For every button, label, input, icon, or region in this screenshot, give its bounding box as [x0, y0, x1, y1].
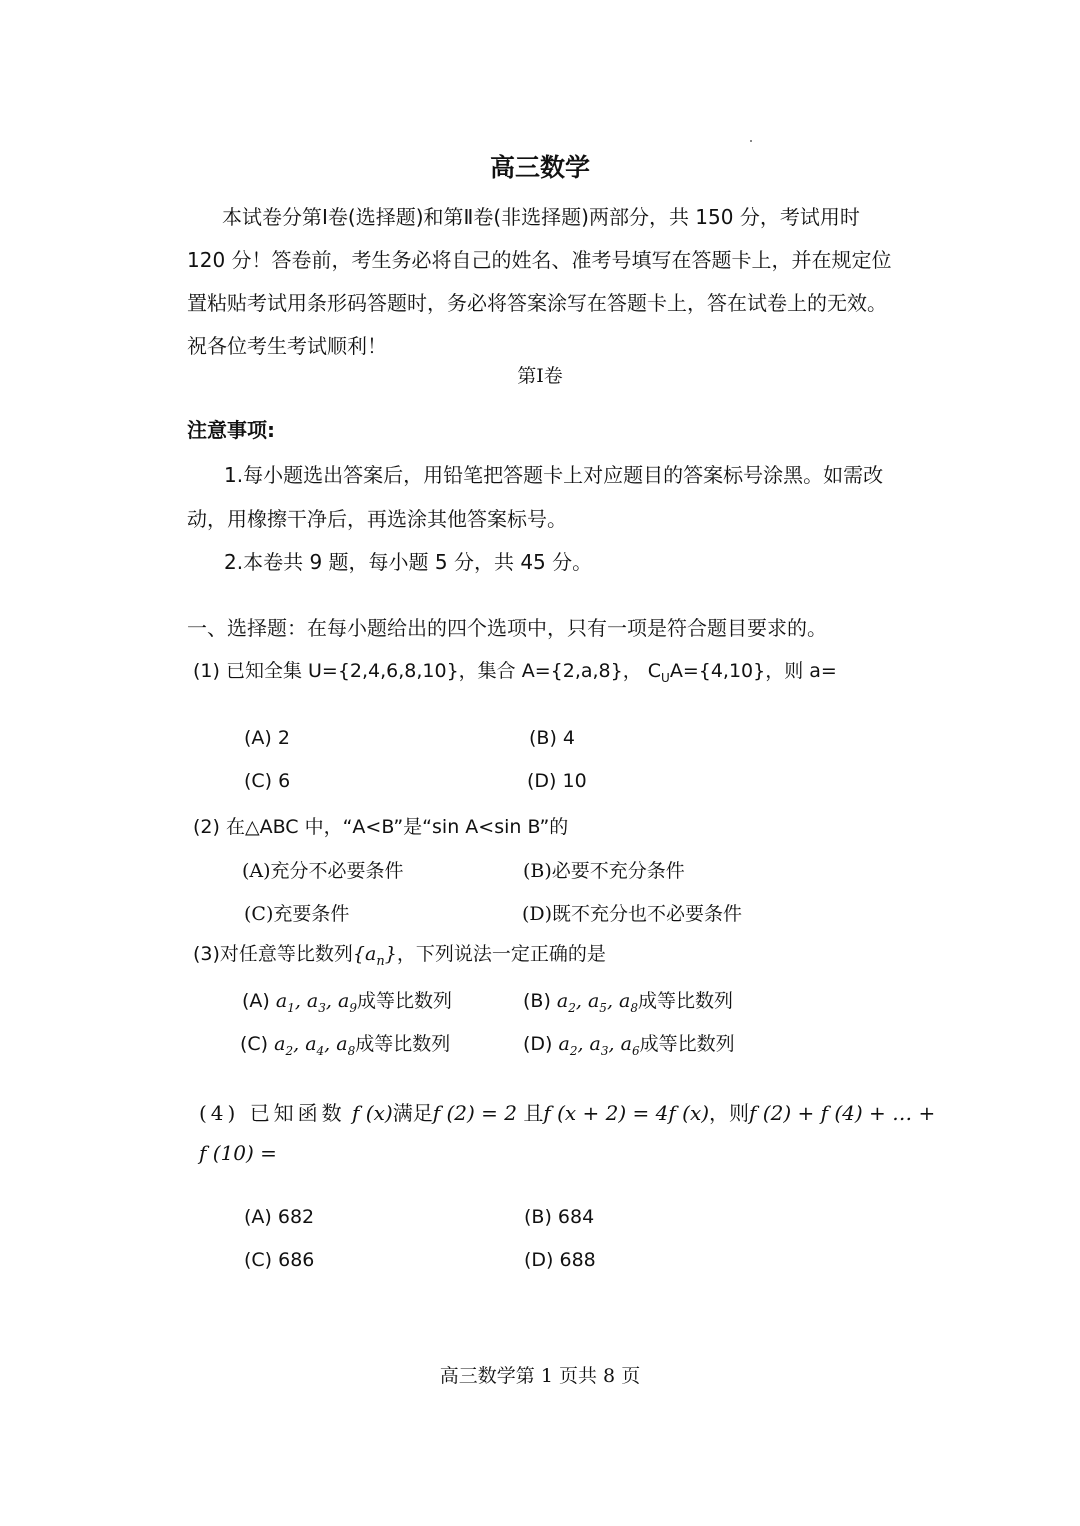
note-item-2: 2.本卷共 9 题，每小题 5 分，共 45 分。 [224, 550, 593, 574]
question-1-option-a[interactable]: (A) 2 [244, 727, 290, 749]
note-item-1-line-2: 动，用橡擦干净后，再选涂其他答案标号。 [187, 507, 567, 531]
page-footer [0, 1361, 1080, 1388]
option-text: 成等比数列 [639, 1033, 735, 1055]
question-3-option-d[interactable] [523, 1029, 735, 1058]
question-3-option-c[interactable] [240, 1029, 450, 1058]
option-text: 成等比数列 [355, 1033, 451, 1055]
option-text: 成等比数列 [356, 990, 452, 1012]
question-2-option-a[interactable]: (A)充分不必要条件 [242, 860, 404, 882]
page-title: 高三数学 [489, 153, 590, 182]
question-3-sequence-sub: n [376, 953, 385, 969]
question-3-stem-text: (3)对任意等比数列 [193, 943, 353, 965]
footer-total-pages: 8 [603, 1365, 616, 1387]
question-4-math-2: f (2) = 2 [432, 1101, 517, 1125]
footer-mid: 页共 [558, 1365, 597, 1387]
term-sub: 4 [316, 1043, 325, 1058]
footer-prefix: 高三数学第 [439, 1365, 535, 1387]
term: , a [293, 1033, 317, 1055]
option-text: 成等比数列 [638, 990, 734, 1012]
footer-suffix: 页 [621, 1365, 641, 1387]
term-sub: 2 [569, 1043, 578, 1058]
question-4-math-3: f (x + 2) = 4f (x) [543, 1101, 710, 1125]
footer-page-number: 1 [540, 1365, 553, 1387]
term: , a [325, 990, 350, 1012]
option-label: (A) [242, 990, 276, 1012]
question-4-option-b[interactable]: (B) 684 [524, 1206, 595, 1228]
term: a [274, 1033, 286, 1055]
question-3-stem-end: ，下列说法一定正确的是 [396, 943, 606, 965]
term: a [275, 990, 288, 1012]
term: a [556, 990, 569, 1012]
question-4-prefix: (4) 已知函数 [199, 1101, 346, 1125]
term-sub: 2 [568, 1000, 576, 1015]
question-3-stem [193, 939, 606, 969]
term: , a [575, 990, 600, 1012]
term-sub: 5 [599, 1000, 607, 1015]
question-4-text-2: 且 [523, 1101, 544, 1125]
question-4-math-1: f (x) [352, 1101, 393, 1125]
question-3-option-a[interactable] [242, 986, 452, 1015]
question-4-math-4: f (2) + f (4) + … + [749, 1101, 936, 1125]
question-4-text-1: 满足 [392, 1101, 433, 1125]
term-sub: 2 [285, 1043, 294, 1058]
question-3-sequence-open: {a [352, 943, 377, 965]
term: , a [606, 990, 631, 1012]
term-sub: 9 [349, 1000, 357, 1015]
scan-speck [750, 140, 752, 142]
question-4-option-d[interactable]: (D) 688 [524, 1249, 596, 1271]
question-1-stem-text: (1) 已知全集 U={2,4,6,8,10}，集合 A={2,a,8}， C [193, 660, 662, 682]
part-label: 第Ⅰ卷 [517, 365, 563, 387]
question-4-text-3: ，则 [709, 1101, 750, 1125]
question-2-option-d[interactable]: (D)既不充分也不必要条件 [522, 903, 743, 925]
term-sub: 3 [600, 1043, 609, 1058]
notes-heading: 注意事项: [187, 418, 275, 442]
question-1-option-b[interactable]: (B) 4 [529, 727, 575, 749]
question-4-option-c[interactable]: (C) 686 [244, 1249, 315, 1271]
section-heading: 一、选择题：在每小题给出的四个选项中，只有一项是符合题目要求的。 [187, 616, 827, 640]
term: , a [294, 990, 319, 1012]
term: , a [577, 1033, 601, 1055]
intro-line-3: 置粘贴考试用条形码答题时，务必将答案涂写在答题卡上，答在试卷上的无效。 [187, 291, 887, 315]
question-4-stem-line-1 [199, 1097, 935, 1126]
question-1-option-c[interactable]: (C) 6 [244, 770, 291, 792]
term-sub: 8 [630, 1000, 638, 1015]
intro-line-1: 本试卷分第Ⅰ卷(选择题)和第Ⅱ卷(非选择题)两部分，共 150 分，考试用时 [222, 205, 860, 229]
question-3-option-b[interactable] [523, 986, 733, 1015]
question-1-complement-sub: U [661, 670, 670, 685]
term-sub: 8 [347, 1043, 356, 1058]
question-4-stem-line-2: f (10) = [199, 1141, 277, 1165]
intro-line-4: 祝各位考生考试顺利！ [187, 334, 387, 358]
question-2-option-b[interactable]: (B)必要不充分条件 [523, 860, 685, 882]
intro-line-2: 120 分！答卷前，考生务必将自己的姓名、准考号填写在答题卡上，并在规定位 [187, 248, 892, 272]
term-sub: 6 [631, 1043, 640, 1058]
term-sub: 1 [287, 1000, 295, 1015]
option-label: (C) [240, 1033, 275, 1055]
term: a [558, 1033, 570, 1055]
term: , a [608, 1033, 632, 1055]
question-3-sequence-close: } [384, 943, 397, 965]
question-1-option-d[interactable]: (D) 10 [527, 770, 587, 792]
note-item-1-line-1: 1.每小题选出答案后，用铅笔把答题卡上对应题目的答案标号涂黑。如需改 [224, 463, 884, 487]
term-sub: 3 [318, 1000, 326, 1015]
question-1-stem [193, 656, 837, 685]
question-4-option-a[interactable]: (A) 682 [244, 1206, 315, 1228]
question-1-stem-end: A={4,10}，则 a= [669, 660, 837, 682]
term: , a [324, 1033, 348, 1055]
question-2-stem: (2) 在△ABC 中，“A<B”是“sin A<sin B”的 [193, 816, 569, 838]
option-label: (D) [523, 1033, 559, 1055]
question-2-option-c[interactable]: (C)充要条件 [244, 903, 350, 925]
option-label: (B) [523, 990, 557, 1012]
